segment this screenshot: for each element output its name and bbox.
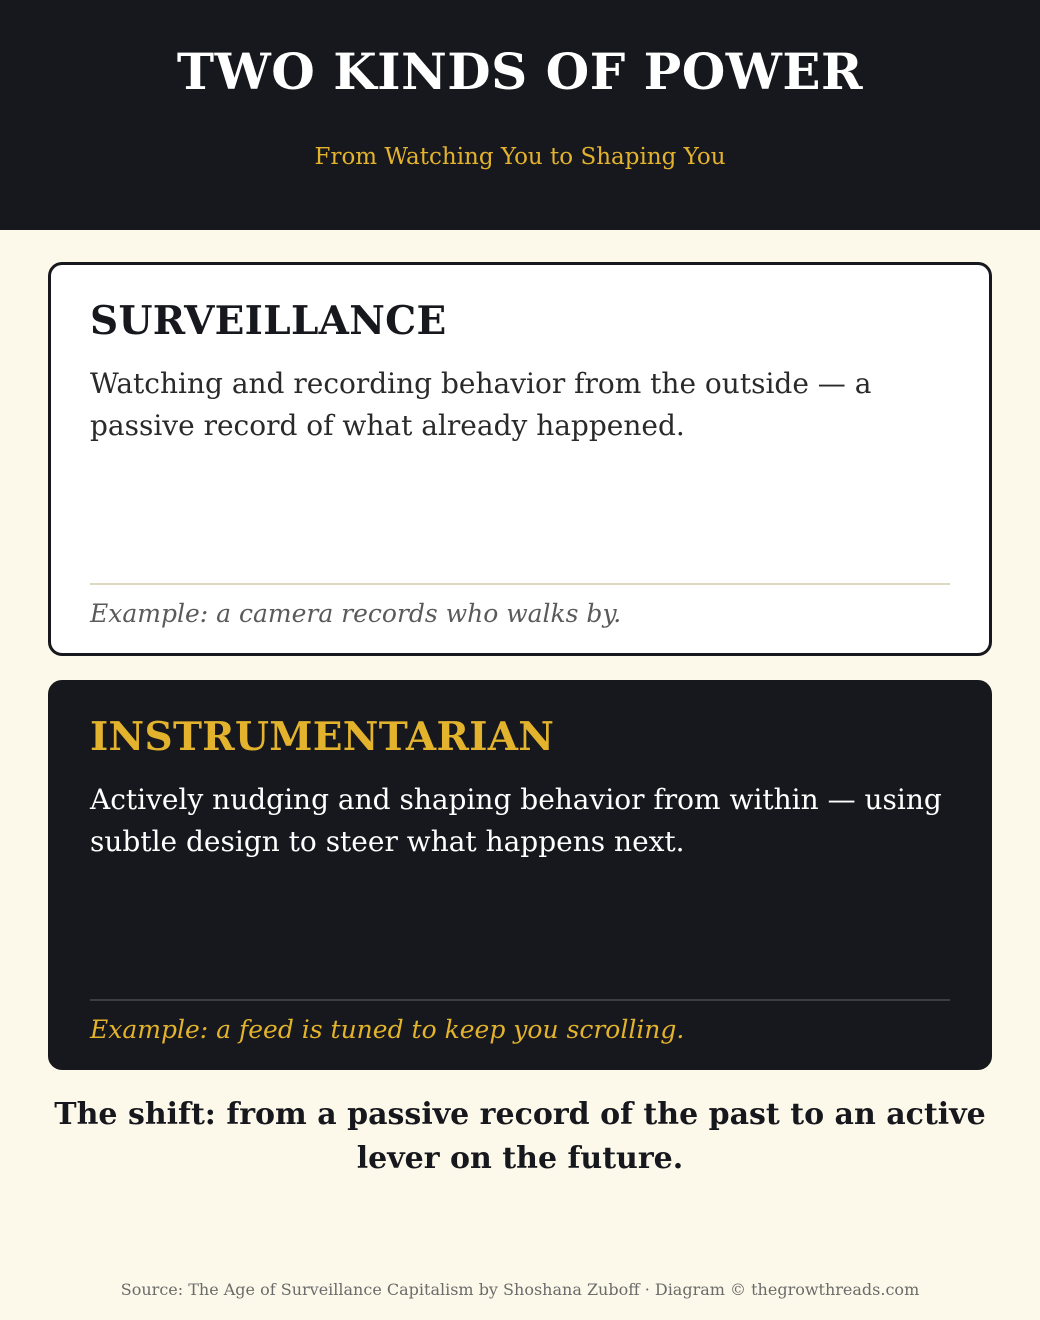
instrumentarian-title: INSTRUMENTARIAN <box>90 714 555 760</box>
instrumentarian-description: Actively nudging and shaping behavior from within — using subtle design to steer what happens next. <box>90 783 942 858</box>
shift-summary: The shift: from a passive record of the past to an active lever on the future. <box>54 1097 986 1176</box>
source-credit: Source: The Age of Surveillance Capitalism by Shoshana Zuboff · Diagram © thegrowthreads.com <box>120 1280 920 1299</box>
surveillance-card <box>48 262 992 656</box>
instrumentarian-divider <box>90 999 950 1001</box>
header-banner <box>0 0 1040 230</box>
surveillance-title: SURVEILLANCE <box>90 298 447 344</box>
surveillance-divider <box>90 583 950 585</box>
page-title: TWO KINDS OF POWER <box>176 42 864 101</box>
instrumentarian-card <box>48 680 992 1070</box>
page-subtitle: From Watching You to Shaping You <box>314 144 726 170</box>
surveillance-example: Example: a camera records who walks by. <box>90 599 622 628</box>
instrumentarian-example: Example: a feed is tuned to keep you scrolling. <box>90 1015 685 1044</box>
surveillance-description: Watching and recording behavior from the outside — a passive record of what already happened. <box>90 367 872 442</box>
